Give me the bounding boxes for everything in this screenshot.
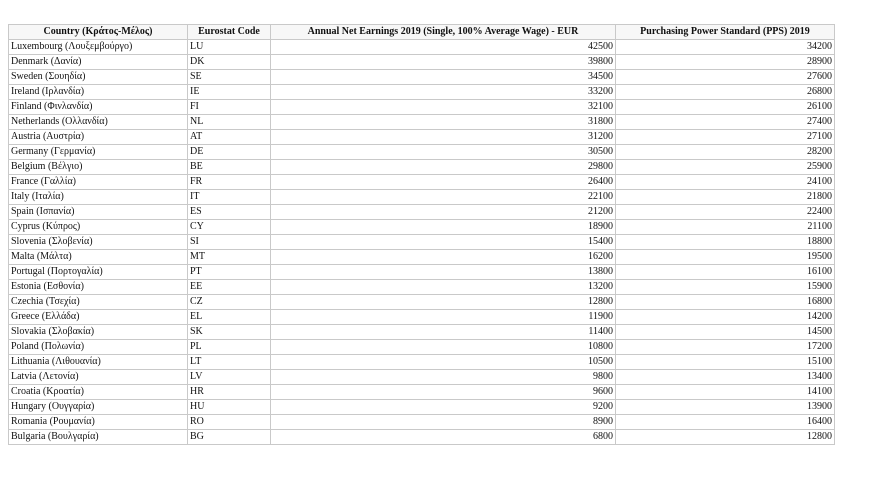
pps-cell: 19500 <box>616 250 835 265</box>
country-cell: Romania (Ρουμανία) <box>9 415 188 430</box>
country-cell: Portugal (Πορτογαλία) <box>9 265 188 280</box>
annual-net-earnings-cell: 39800 <box>271 55 616 70</box>
table-row <box>9 160 835 175</box>
country-cell: Malta (Μάλτα) <box>9 250 188 265</box>
pps-cell: 27100 <box>616 130 835 145</box>
country-cell: Cyprus (Κύπρος) <box>9 220 188 235</box>
annual-net-earnings-cell: 31800 <box>271 115 616 130</box>
table-row <box>9 430 835 445</box>
pps-cell: 34200 <box>616 40 835 55</box>
pps-cell: 18800 <box>616 235 835 250</box>
country-cell: Croatia (Κροατία) <box>9 385 188 400</box>
pps-cell: 13900 <box>616 400 835 415</box>
annual-net-earnings-cell: 22100 <box>271 190 616 205</box>
annual-net-earnings-cell: 26400 <box>271 175 616 190</box>
earnings-table <box>8 24 835 445</box>
country-cell: Poland (Πολωνία) <box>9 340 188 355</box>
country-cell: Netherlands (Ολλανδία) <box>9 115 188 130</box>
eurostat-code-cell: LU <box>188 40 271 55</box>
table-row <box>9 145 835 160</box>
eurostat-code-cell: DK <box>188 55 271 70</box>
country-cell: Estonia (Εσθονία) <box>9 280 188 295</box>
annual-net-earnings-cell: 11900 <box>271 310 616 325</box>
annual-net-earnings-cell: 9600 <box>271 385 616 400</box>
pps-cell: 14500 <box>616 325 835 340</box>
eurostat-code-cell: HU <box>188 400 271 415</box>
pps-cell: 16800 <box>616 295 835 310</box>
country-cell: Latvia (Λετονία) <box>9 370 188 385</box>
table-body <box>9 40 835 445</box>
eurostat-code-cell: LT <box>188 355 271 370</box>
eurostat-code-cell: LV <box>188 370 271 385</box>
pps-cell: 15100 <box>616 355 835 370</box>
eurostat-code-cell: SK <box>188 325 271 340</box>
annual-net-earnings-cell: 29800 <box>271 160 616 175</box>
pps-cell: 27400 <box>616 115 835 130</box>
annual-net-earnings-cell: 9200 <box>271 400 616 415</box>
table-row <box>9 55 835 70</box>
eurostat-code-cell: EL <box>188 310 271 325</box>
eurostat-code-cell: EE <box>188 280 271 295</box>
header-annual-net-earnings: Annual Net Earnings 2019 (Single, 100% Average Wage) - EUR <box>271 25 616 40</box>
eurostat-code-cell: FI <box>188 100 271 115</box>
annual-net-earnings-cell: 33200 <box>271 85 616 100</box>
table-row <box>9 130 835 145</box>
annual-net-earnings-cell: 42500 <box>271 40 616 55</box>
eurostat-code-cell: RO <box>188 415 271 430</box>
pps-cell: 12800 <box>616 430 835 445</box>
country-cell: Greece (Ελλάδα) <box>9 310 188 325</box>
annual-net-earnings-cell: 8900 <box>271 415 616 430</box>
pps-cell: 28900 <box>616 55 835 70</box>
country-cell: Bulgaria (Βουλγαρία) <box>9 430 188 445</box>
annual-net-earnings-cell: 21200 <box>271 205 616 220</box>
pps-cell: 22400 <box>616 205 835 220</box>
table-row <box>9 325 835 340</box>
annual-net-earnings-cell: 30500 <box>271 145 616 160</box>
eurostat-code-cell: MT <box>188 250 271 265</box>
annual-net-earnings-cell: 10800 <box>271 340 616 355</box>
country-cell: France (Γαλλία) <box>9 175 188 190</box>
country-cell: Sweden (Σουηδία) <box>9 70 188 85</box>
table-row <box>9 235 835 250</box>
pps-cell: 21100 <box>616 220 835 235</box>
table-row <box>9 280 835 295</box>
table-row <box>9 370 835 385</box>
eurostat-code-cell: BG <box>188 430 271 445</box>
table-row <box>9 265 835 280</box>
eurostat-code-cell: AT <box>188 130 271 145</box>
country-cell: Belgium (Βέλγιο) <box>9 160 188 175</box>
eurostat-code-cell: NL <box>188 115 271 130</box>
table-row <box>9 295 835 310</box>
eurostat-code-cell: IE <box>188 85 271 100</box>
pps-cell: 24100 <box>616 175 835 190</box>
eurostat-code-cell: CY <box>188 220 271 235</box>
table-row <box>9 85 835 100</box>
earnings-table-container <box>8 24 835 445</box>
annual-net-earnings-cell: 13800 <box>271 265 616 280</box>
country-cell: Germany (Γερμανία) <box>9 145 188 160</box>
pps-cell: 26800 <box>616 85 835 100</box>
annual-net-earnings-cell: 16200 <box>271 250 616 265</box>
country-cell: Slovenia (Σλοβενία) <box>9 235 188 250</box>
country-cell: Austria (Αυστρία) <box>9 130 188 145</box>
annual-net-earnings-cell: 9800 <box>271 370 616 385</box>
annual-net-earnings-cell: 34500 <box>271 70 616 85</box>
table-row <box>9 175 835 190</box>
table-row <box>9 70 835 85</box>
country-cell: Ireland (Ιρλανδία) <box>9 85 188 100</box>
eurostat-code-cell: PL <box>188 340 271 355</box>
annual-net-earnings-cell: 18900 <box>271 220 616 235</box>
eurostat-code-cell: IT <box>188 190 271 205</box>
pps-cell: 17200 <box>616 340 835 355</box>
eurostat-code-cell: SI <box>188 235 271 250</box>
country-cell: Hungary (Ουγγαρία) <box>9 400 188 415</box>
country-cell: Lithuania (Λιθουανία) <box>9 355 188 370</box>
country-cell: Slovakia (Σλοβακία) <box>9 325 188 340</box>
country-cell: Denmark (Δανία) <box>9 55 188 70</box>
table-row <box>9 310 835 325</box>
table-row <box>9 340 835 355</box>
pps-cell: 14100 <box>616 385 835 400</box>
eurostat-code-cell: PT <box>188 265 271 280</box>
header-pps: Purchasing Power Standard (PPS) 2019 <box>616 25 835 40</box>
table-row <box>9 355 835 370</box>
header-eurostat-code: Eurostat Code <box>188 25 271 40</box>
pps-cell: 27600 <box>616 70 835 85</box>
eurostat-code-cell: ES <box>188 205 271 220</box>
country-cell: Finland (Φινλανδία) <box>9 100 188 115</box>
table-row <box>9 415 835 430</box>
pps-cell: 16100 <box>616 265 835 280</box>
eurostat-code-cell: FR <box>188 175 271 190</box>
pps-cell: 25900 <box>616 160 835 175</box>
pps-cell: 16400 <box>616 415 835 430</box>
eurostat-code-cell: BE <box>188 160 271 175</box>
annual-net-earnings-cell: 32100 <box>271 100 616 115</box>
table-row <box>9 385 835 400</box>
country-cell: Czechia (Τσεχία) <box>9 295 188 310</box>
table-row <box>9 40 835 55</box>
header-country: Country (Κράτος-Μέλος) <box>9 25 188 40</box>
country-cell: Spain (Ισπανία) <box>9 205 188 220</box>
table-row <box>9 220 835 235</box>
country-cell: Luxembourg (Λουξεμβούργο) <box>9 40 188 55</box>
eurostat-code-cell: SE <box>188 70 271 85</box>
country-cell: Italy (Ιταλία) <box>9 190 188 205</box>
annual-net-earnings-cell: 6800 <box>271 430 616 445</box>
annual-net-earnings-cell: 31200 <box>271 130 616 145</box>
pps-cell: 21800 <box>616 190 835 205</box>
table-header <box>9 25 835 40</box>
table-row <box>9 250 835 265</box>
pps-cell: 14200 <box>616 310 835 325</box>
eurostat-code-cell: DE <box>188 145 271 160</box>
pps-cell: 26100 <box>616 100 835 115</box>
annual-net-earnings-cell: 13200 <box>271 280 616 295</box>
annual-net-earnings-cell: 11400 <box>271 325 616 340</box>
annual-net-earnings-cell: 15400 <box>271 235 616 250</box>
table-row <box>9 205 835 220</box>
annual-net-earnings-cell: 10500 <box>271 355 616 370</box>
pps-cell: 15900 <box>616 280 835 295</box>
table-row <box>9 115 835 130</box>
pps-cell: 28200 <box>616 145 835 160</box>
table-row <box>9 100 835 115</box>
table-row <box>9 400 835 415</box>
annual-net-earnings-cell: 12800 <box>271 295 616 310</box>
pps-cell: 13400 <box>616 370 835 385</box>
eurostat-code-cell: HR <box>188 385 271 400</box>
table-row <box>9 190 835 205</box>
eurostat-code-cell: CZ <box>188 295 271 310</box>
header-row <box>9 25 835 40</box>
